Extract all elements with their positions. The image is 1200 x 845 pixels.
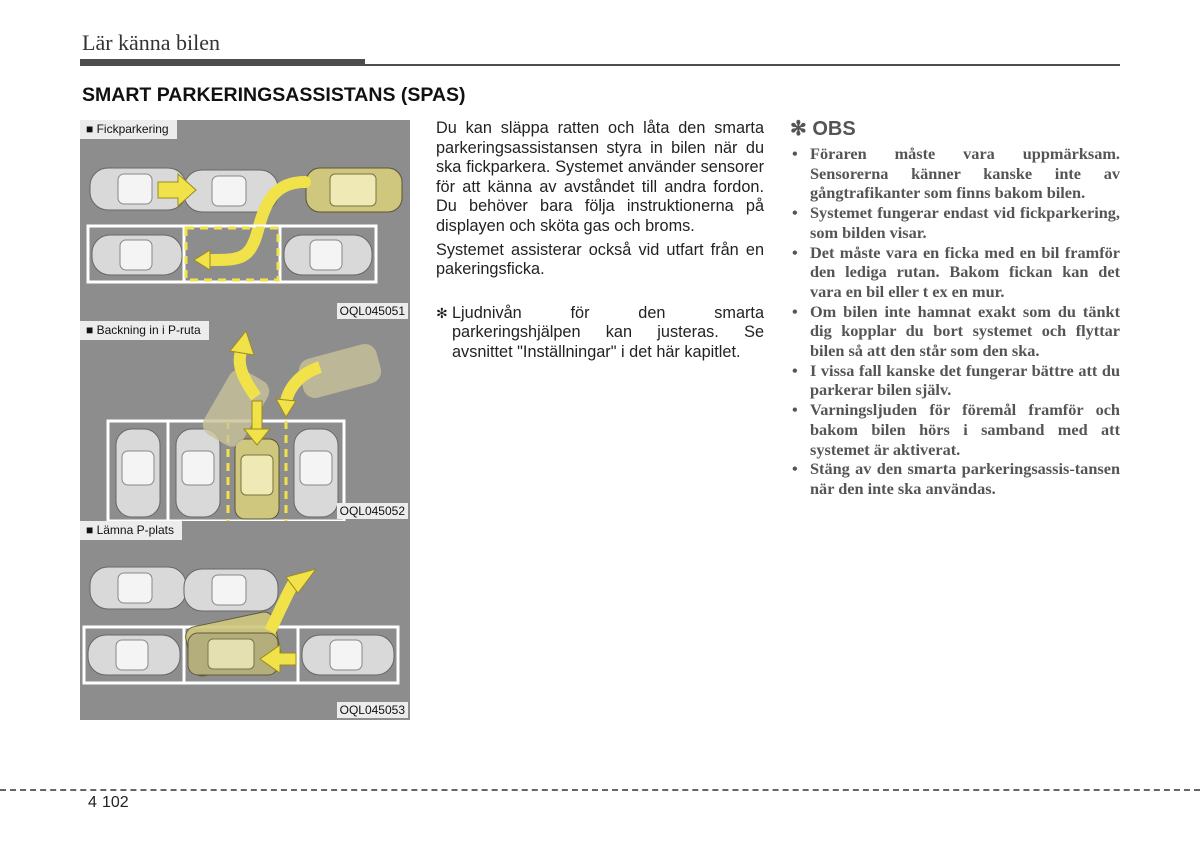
header-rule	[365, 64, 1120, 66]
note-asterisk-icon: ✻	[436, 304, 448, 321]
obs-box	[790, 116, 1120, 499]
list-item-text: Systemet fungerar endast vid fickparkering, som bilden visar.	[810, 203, 1120, 242]
bullet-icon: •	[792, 459, 798, 479]
figure-code: OQL045051	[337, 303, 408, 319]
list-item	[790, 243, 1120, 302]
list-item-text: Om bilen inte hamnat exakt som du tänkt dig kopplar du bort systemet och flyttar bilen så att den står som den ska.	[810, 301, 1120, 361]
figure-code: OQL045053	[337, 702, 408, 718]
parked-car	[92, 235, 182, 275]
bullet-icon: •	[792, 360, 798, 380]
leave-parking-illustration	[80, 521, 410, 720]
chapter-title: Lär känna bilen	[82, 30, 221, 55]
paragraph: Systemet assisterar också vid utfart från en pakeringsficka.	[436, 240, 764, 279]
chapter-number: 4	[88, 794, 97, 811]
footer-rule	[0, 789, 1200, 791]
figure-leave-parking	[80, 521, 410, 720]
note	[436, 304, 764, 363]
paragraph: Du kan släppa ratten och låta den smarta parkeringsassistansen styra in bilen när du ska fickparkera. Systemet använder sensorer för att känna av avståndet till andra fordon. Du behöver bara följa instruktionerna på displayen och sköta gas och broms.	[436, 119, 764, 235]
figure-label: ■ Fickparkering	[80, 120, 177, 139]
reverse-parking-illustration	[80, 321, 410, 521]
list-item	[790, 302, 1120, 361]
description-column	[436, 119, 764, 363]
parked-car	[116, 429, 160, 517]
bullet-icon: •	[792, 242, 798, 262]
list-item	[790, 144, 1120, 203]
figure-code: OQL045052	[337, 503, 408, 519]
list-item-text: I vissa fall kanske det fungerar bättre att du parkerar bilen själv.	[810, 360, 1120, 400]
obs-heading: ✻ OBS	[790, 118, 856, 140]
list-item-text: Varningsljuden för föremål framför och bakom bilen hörs i samband med att systemet är aktiverat.	[810, 400, 1120, 459]
bullet-icon: •	[792, 301, 798, 321]
list-item-text: Föraren måste vara uppmärksam. Sensorerna känner kanske inte av gångtrafikanter som finns bakom bilen.	[810, 144, 1120, 203]
own-car	[306, 168, 402, 212]
list-item	[790, 400, 1120, 459]
list-item	[790, 459, 1120, 498]
list-item	[790, 203, 1120, 242]
parked-car	[88, 635, 180, 675]
figure-reverse-into-spot	[80, 321, 410, 521]
parked-car	[176, 429, 220, 517]
parked-car	[284, 235, 372, 275]
own-car	[235, 439, 279, 519]
page-number: 102	[102, 794, 129, 811]
parked-car	[90, 567, 186, 609]
parked-car	[184, 569, 278, 611]
figure-parallel-parking	[80, 120, 410, 321]
header-accent-bar	[80, 59, 365, 66]
figure-label: ■ Backning in i P-ruta	[80, 321, 209, 340]
parked-car	[302, 635, 394, 675]
bullet-icon: •	[792, 203, 798, 223]
note-text: Ljudnivån för den smarta parkeringshjälpen kan justeras. Se avsnittet "Inställningar" i det här kapitlet.	[452, 303, 764, 361]
list-item-text: Det måste vara en ficka med en bil framför den lediga rutan. Bakom fickan kan det vara en bil eller t ex en mur.	[810, 242, 1120, 301]
parked-car	[294, 429, 338, 517]
bullet-icon: •	[792, 400, 798, 420]
list-item-text: Stäng av den smarta parkeringsassis-tansen när den inte ska användas.	[810, 459, 1120, 498]
list-item	[790, 361, 1120, 400]
section-title: SMART PARKERINGSASSISTANS (SPAS)	[82, 84, 466, 106]
obs-list	[790, 144, 1120, 499]
bullet-icon: •	[792, 144, 798, 163]
parallel-parking-illustration	[80, 120, 410, 321]
figure-label: ■ Lämna P-plats	[80, 521, 182, 540]
